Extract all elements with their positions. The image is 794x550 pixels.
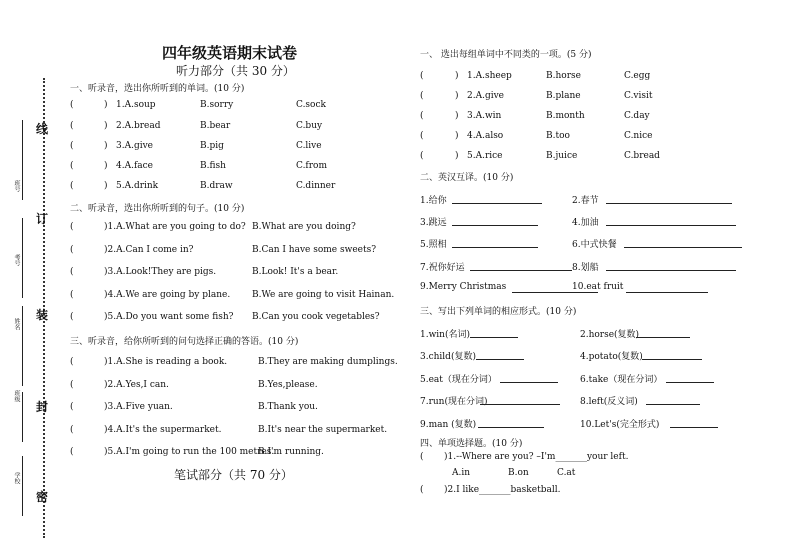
reply-b[interactable]: B.It's near the supermarket. bbox=[258, 425, 388, 435]
word-form-item: 5.eat（现在分词） bbox=[420, 375, 497, 385]
label-school: 学校 bbox=[13, 472, 20, 484]
answer-paren-close: ) bbox=[104, 100, 108, 110]
answer-paren-close: ) bbox=[455, 131, 459, 141]
answer-paren[interactable]: ( bbox=[70, 100, 74, 110]
answer-blank[interactable] bbox=[500, 382, 558, 383]
blank-class[interactable] bbox=[22, 392, 23, 442]
answer-paren-close: ) bbox=[104, 161, 108, 171]
answer-paren[interactable]: ( bbox=[420, 111, 424, 121]
option-b[interactable]: B.bear bbox=[200, 121, 231, 131]
reply-b[interactable]: B.Thank you. bbox=[258, 402, 318, 412]
option-b[interactable]: B.pig bbox=[200, 141, 224, 151]
answer-blank[interactable] bbox=[478, 427, 544, 428]
option-c[interactable]: C.from bbox=[296, 161, 328, 171]
answer-blank[interactable] bbox=[452, 225, 538, 226]
option-c[interactable]: C.day bbox=[624, 111, 650, 121]
word-form-item: 8.left(反义词) bbox=[580, 397, 638, 407]
answer-blank[interactable] bbox=[470, 337, 518, 338]
answer-paren-close: ) bbox=[104, 121, 108, 131]
answer-paren[interactable]: ( bbox=[70, 425, 74, 435]
answer-blank[interactable] bbox=[636, 337, 690, 338]
translate-item: 7.祝你好运 bbox=[420, 263, 465, 273]
answer-paren[interactable]: ( bbox=[70, 357, 74, 367]
answer-blank[interactable] bbox=[470, 270, 572, 271]
word-form-item: 4.potato(复数) bbox=[580, 352, 643, 362]
r-s4-q1: )1.--Where are you? –I'm_______your left. bbox=[444, 452, 629, 462]
r-s4-q1-paren[interactable]: ( bbox=[420, 452, 424, 462]
reply-b[interactable]: B.Yes,please. bbox=[258, 380, 318, 390]
option-a[interactable]: 3.A.win bbox=[467, 111, 502, 121]
r-s4-q2-paren[interactable]: ( bbox=[420, 485, 424, 495]
option-b[interactable]: B.month bbox=[546, 111, 585, 121]
option-a[interactable]: 4.A.also bbox=[467, 131, 504, 141]
reply-b[interactable]: B.They are making dumplings. bbox=[258, 357, 398, 367]
word-form-item: 3.child(复数) bbox=[420, 352, 476, 362]
blank-class-no[interactable] bbox=[22, 120, 23, 200]
answer-paren[interactable]: ( bbox=[420, 91, 424, 101]
answer-blank[interactable] bbox=[670, 427, 718, 428]
answer-paren[interactable]: ( bbox=[70, 402, 74, 412]
answer-blank[interactable] bbox=[606, 225, 736, 226]
option-b[interactable]: B.plane bbox=[546, 91, 581, 101]
sentence-b[interactable]: B.Can I have some sweets? bbox=[252, 245, 377, 255]
answer-paren-close: ) bbox=[455, 111, 459, 121]
translate-item: 8.划船 bbox=[572, 263, 599, 273]
option-c[interactable]: C.buy bbox=[296, 121, 323, 131]
option-c[interactable]: C.nice bbox=[624, 131, 653, 141]
option-a[interactable]: 4.A.face bbox=[116, 161, 154, 171]
answer-paren[interactable]: ( bbox=[70, 161, 74, 171]
answer-blank[interactable] bbox=[642, 359, 702, 360]
r-s4-q1-opt-a[interactable]: A.in bbox=[452, 468, 471, 478]
option-a[interactable]: 1.A.sheep bbox=[467, 71, 512, 81]
answer-paren[interactable]: ( bbox=[420, 151, 424, 161]
option-b[interactable]: B.juice bbox=[546, 151, 578, 161]
l-s1-heading: 一、听录音，选出你所听到的单词。(10 分) bbox=[70, 84, 245, 94]
answer-paren[interactable]: ( bbox=[70, 181, 74, 191]
option-a[interactable]: 5.A.rice bbox=[467, 151, 503, 161]
r-s4-q1-opt-c[interactable]: C.at bbox=[557, 468, 576, 478]
sentence-a[interactable]: )2.A.Can I come in? bbox=[104, 245, 194, 255]
option-c[interactable]: C.bread bbox=[624, 151, 660, 161]
sentence-b[interactable]: B.What are you doing? bbox=[252, 222, 356, 232]
answer-blank[interactable] bbox=[476, 359, 524, 360]
option-a[interactable]: 3.A.give bbox=[116, 141, 153, 151]
r-s1-heading: 一、 选出每组单词中不同类的一项。(5 分) bbox=[420, 50, 592, 60]
option-a[interactable]: 2.A.bread bbox=[116, 121, 161, 131]
option-a[interactable]: 1.A.soup bbox=[116, 100, 156, 110]
sentence-b[interactable]: B.Look! It's a bear. bbox=[252, 267, 339, 277]
binding-char-secret: 密 bbox=[36, 490, 49, 504]
translate-item: 10.eat fruit bbox=[572, 282, 624, 292]
r-s4-heading: 四、单项选择题。(10 分) bbox=[420, 439, 523, 449]
option-b[interactable]: B.sorry bbox=[200, 100, 234, 110]
answer-blank[interactable] bbox=[624, 247, 742, 248]
answer-blank[interactable] bbox=[606, 270, 736, 271]
label-name: 姓名 bbox=[13, 318, 20, 330]
answer-blank[interactable] bbox=[480, 404, 560, 405]
reply-a[interactable]: )2.A.Yes,I can. bbox=[104, 380, 169, 390]
answer-paren[interactable]: ( bbox=[70, 312, 74, 322]
option-a[interactable]: 2.A.give bbox=[467, 91, 504, 101]
label-class-no: 班号 bbox=[13, 180, 20, 192]
word-form-item: 2.horse(复数) bbox=[580, 330, 640, 340]
word-form-item: 10.Let's(完全形式) bbox=[580, 420, 660, 430]
answer-paren[interactable]: ( bbox=[70, 380, 74, 390]
sentence-a[interactable]: )4.A.We are going by plane. bbox=[104, 290, 231, 300]
r-s4-q2: )2.I like_______basketball. bbox=[444, 485, 561, 495]
answer-paren-close: ) bbox=[455, 91, 459, 101]
answer-paren[interactable]: ( bbox=[70, 121, 74, 131]
answer-paren[interactable]: ( bbox=[70, 141, 74, 151]
word-form-item: 6.take（现在分词） bbox=[580, 375, 663, 385]
option-c[interactable]: C.live bbox=[296, 141, 322, 151]
translate-item: 1.给你 bbox=[420, 196, 447, 206]
r-s4-q1-opt-b[interactable]: B.on bbox=[508, 468, 529, 478]
answer-paren-close: ) bbox=[104, 141, 108, 151]
option-c[interactable]: C.sock bbox=[296, 100, 326, 110]
sentence-b[interactable]: B.Can you cook vegetables? bbox=[252, 312, 380, 322]
reply-a[interactable]: )3.A.Five yuan. bbox=[104, 402, 173, 412]
written-title: 笔试部分（共 70 分） bbox=[174, 468, 293, 482]
option-c[interactable]: C.visit bbox=[624, 91, 653, 101]
option-b[interactable]: B.fish bbox=[200, 161, 226, 171]
reply-b[interactable]: B.I'm running. bbox=[258, 447, 324, 457]
answer-paren[interactable]: ( bbox=[420, 131, 424, 141]
option-a[interactable]: 5.A.drink bbox=[116, 181, 159, 191]
sentence-b[interactable]: B.We are going to visit Hainan. bbox=[252, 290, 395, 300]
blank-name[interactable] bbox=[22, 306, 23, 386]
answer-paren-close: ) bbox=[455, 71, 459, 81]
answer-paren-close: ) bbox=[104, 181, 108, 191]
paper-title: 四年级英语期末试卷 bbox=[162, 44, 298, 62]
answer-paren[interactable]: ( bbox=[70, 290, 74, 300]
r-s3-heading: 三、写出下列单词的相应形式。(10 分) bbox=[420, 307, 577, 317]
option-c[interactable]: C.egg bbox=[624, 71, 651, 81]
blank-exam-no[interactable] bbox=[22, 218, 23, 298]
translate-item: 4.加油 bbox=[572, 218, 599, 228]
reply-a[interactable]: )5.A.I'm going to run the 100 metres. bbox=[104, 447, 275, 457]
l-s3-heading: 三、听录音，给你所听到的问句选择正确的答语。(10 分) bbox=[70, 337, 299, 347]
sentence-a[interactable]: )1.A.What are you going to do? bbox=[104, 222, 246, 232]
translate-item: 6.中式快餐 bbox=[572, 240, 617, 250]
answer-blank[interactable] bbox=[606, 203, 732, 204]
sentence-a[interactable]: )5.A.Do you want some fish? bbox=[104, 312, 234, 322]
answer-paren[interactable]: ( bbox=[70, 222, 74, 232]
binding-char-line: 线 bbox=[36, 122, 49, 136]
listening-title: 听力部分（共 30 分） bbox=[176, 64, 295, 78]
translate-item: 5.照相 bbox=[420, 240, 447, 250]
answer-blank[interactable] bbox=[452, 247, 538, 248]
answer-paren[interactable]: ( bbox=[70, 267, 74, 277]
word-form-item: 1.win(名词) bbox=[420, 330, 470, 340]
answer-paren[interactable]: ( bbox=[420, 71, 424, 81]
l-s2-heading: 二、听录音，选出你所听到的句子。(10 分) bbox=[70, 204, 245, 214]
label-exam-no: 考号 bbox=[13, 254, 20, 266]
r-s2-heading: 二、英汉互译。(10 分) bbox=[420, 173, 514, 183]
blank-school[interactable] bbox=[22, 456, 23, 516]
answer-paren[interactable]: ( bbox=[70, 447, 74, 457]
answer-paren-close: ) bbox=[455, 151, 459, 161]
option-b[interactable]: B.horse bbox=[546, 71, 581, 81]
answer-paren[interactable]: ( bbox=[70, 245, 74, 255]
reply-a[interactable]: )1.A.She is reading a book. bbox=[104, 357, 228, 367]
answer-blank[interactable] bbox=[452, 203, 542, 204]
reply-a[interactable]: )4.A.It's the supermarket. bbox=[104, 425, 222, 435]
translate-item: 9.Merry Christmas bbox=[420, 282, 507, 292]
translate-item: 3.跳远 bbox=[420, 218, 447, 228]
word-form-item: 9.man (复数) bbox=[420, 420, 477, 430]
answer-blank[interactable] bbox=[626, 292, 708, 293]
label-class: 班级 bbox=[13, 390, 20, 402]
option-b[interactable]: B.too bbox=[546, 131, 570, 141]
answer-blank[interactable] bbox=[512, 292, 598, 293]
sentence-a[interactable]: )3.A.Look!They are pigs. bbox=[104, 267, 217, 277]
word-form-item: 7.run(现在分词) bbox=[420, 397, 488, 407]
translate-item: 2.春节 bbox=[572, 196, 599, 206]
binding-char-seal: 封 bbox=[36, 400, 49, 414]
answer-blank[interactable] bbox=[666, 382, 714, 383]
option-c[interactable]: C.dinner bbox=[296, 181, 336, 191]
binding-char-install: 装 bbox=[36, 308, 49, 322]
answer-blank[interactable] bbox=[646, 404, 700, 405]
option-b[interactable]: B.draw bbox=[200, 181, 233, 191]
binding-char-order: 订 bbox=[36, 212, 49, 226]
